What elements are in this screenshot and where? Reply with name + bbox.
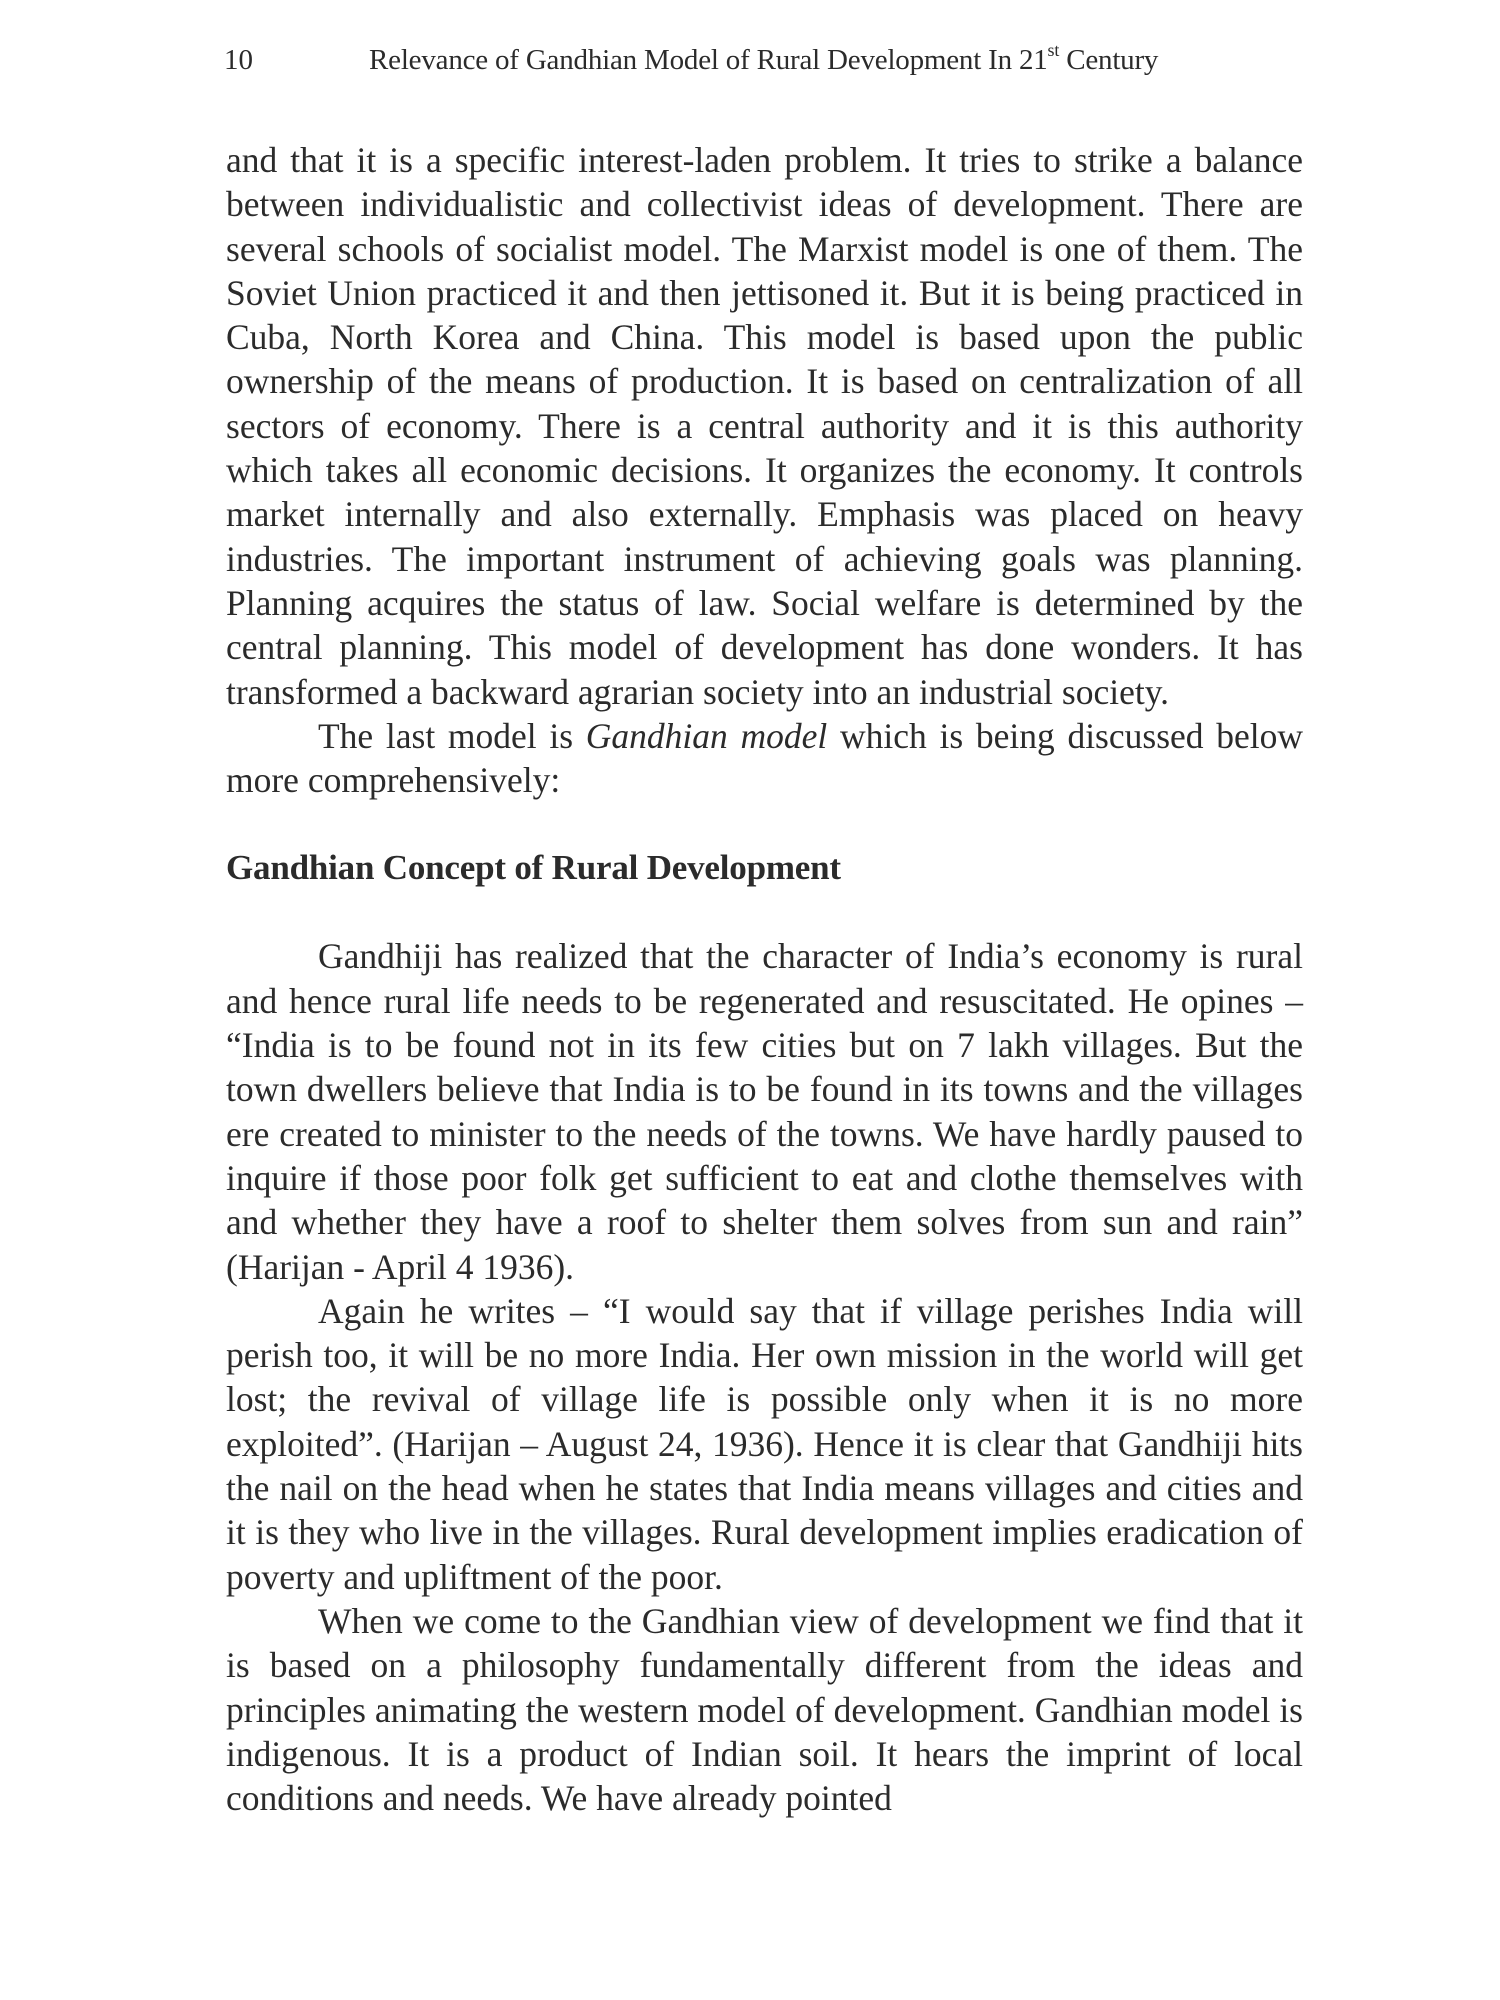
paragraph-socialist-model: and that it is a specific interest-laden problem. It tries to strike a balance between individualistic and collectivist ideas of development. There are several schools of socialist model. The Marxist model is one of them. The Soviet Union practiced it and then jettisoned it. But it is being practiced in Cuba, North Korea and China. This model is based upon the public ownership of the means of production. It is based on centralization of all sectors of economy. There is a central authority and it is this authority which takes all economic decisions. It organizes the economy. It controls market internally and also externally. Emphasis was placed on heavy industries. The important instrument of achieving goals was planning. Planning acquires the status of law. Social welfare is determined by the central planning. This model of development has done wonders. It has transformed a backward agrarian society into an industrial society.	[226, 140, 1303, 712]
body-text	[226, 138, 1303, 1820]
italic-gandhian-model: Gandhian model	[585, 715, 828, 756]
paragraph-last-model-text-1: The last model is	[318, 715, 586, 756]
running-header	[224, 40, 1304, 80]
paragraph-gandhian-view: When we come to the Gandhian view of development we find that it is based on a philosophy fundamentally different from the ideas and principles animating the western model of development. Gandhian model is indigenous. It is a product of Indian soil. It hears the imprint of local conditions and needs. We have already pointed	[226, 1600, 1303, 1819]
header-title-superscript: st	[1047, 40, 1060, 61]
paragraph-last-model	[226, 714, 1303, 803]
paragraph-gandhiji-realized: Gandhiji has realized that the character of India’s economy is rural and hence rural life needs to be regenerated and resuscitated. He opines – “India is to be found not in its few cities but on 7 lakh villages. But the town dwellers believe that India is to be found in its towns and the villages ere created to minister to the needs of the towns. We have hardly paused to inquire if those poor folk get sufficient to eat and clothe themselves with and whether they have a roof to shelter them solves from sun and rain” (Harijan - April 4 1936).	[226, 936, 1303, 1287]
paragraph-last-model-text-2: which is being discussed below more comprehensively:	[226, 715, 1303, 801]
running-header-title	[369, 40, 1158, 80]
page-number: 10	[224, 44, 253, 76]
section-heading: Gandhian Concept of Rural Development	[226, 848, 841, 888]
header-title-main: Relevance of Gandhian Model of Rural Development In 21	[369, 44, 1048, 76]
header-title-end: Century	[1059, 44, 1159, 76]
paragraph-again-he-writes: Again he writes – “I would say that if village perishes India will perish too, it will be no more India. Her own mission in the world will get lost; the revival of village life is possible only when it is no more exploited”. (Harijan – August 24, 1936). Hence it is clear that Gandhiji hits the nail on the head when he states that India means villages and cities and it is they who live in the villages. Rural development implies eradication of poverty and upliftment of the poor.	[226, 1290, 1303, 1597]
